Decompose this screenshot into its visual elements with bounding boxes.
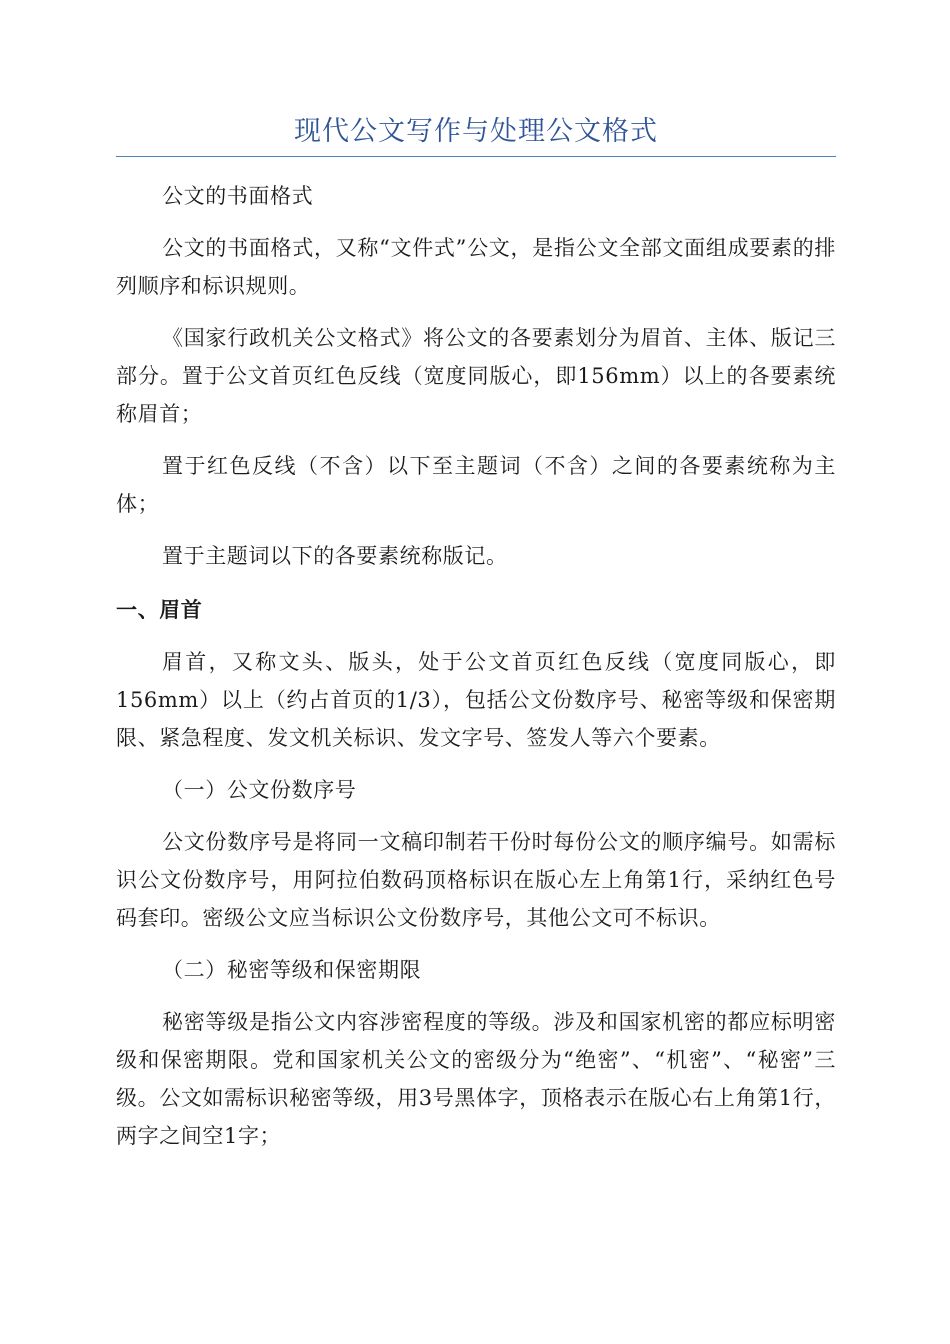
paragraph-format-definition: 公文的书面格式，又称“文件式”公文，是指公文全部文面组成要素的排列顺序和标识规则。 <box>116 236 836 298</box>
subheading-copy-number: （一）公文份数序号 <box>162 778 357 802</box>
paragraph-header-definition: 眉首，又称文头、版头，处于公文首页红色反线（宽度同版心，即156mm）以上（约占首页的1/3），包括公文份数序号、秘密等级和保密期限、紧急程度、发文机关标识、发文字号、签发人等六个要素。 <box>116 650 836 750</box>
section-heading-header: 一、眉首 <box>116 598 203 622</box>
paragraph-body-definition: 置于红色反线（不含）以下至主题词（不含）之间的各要素统称为主体； <box>116 454 836 516</box>
paragraph-copy-number: 公文份数序号是将同一文稿印制若干份时每份公文的顺序编号。如需标识公文份数序号，用阿拉伯数码顶格标识在版心左上角第1行，采纳红色号码套印。密级公文应当标识公文份数序号，其他公文可不标识。 <box>116 830 836 930</box>
document-title: 现代公文写作与处理公文格式 <box>116 110 836 157</box>
document-page <box>116 110 836 1155</box>
paragraph-secrecy-level: 秘密等级是指公文内容涉密程度的等级。涉及和国家机密的都应标明密级和保密期限。党和国家机关公文的密级分为“绝密”、“机密”、“秘密”三级。公文如需标识秘密等级，用3号黑体字，顶格表示在版心右上角第1行，两字之间空1字； <box>116 1010 836 1148</box>
paragraph-colophon-definition: 置于主题词以下的各要素统称版记。 <box>162 544 508 568</box>
subheading-secrecy-level: （二）秘密等级和保密期限 <box>162 958 422 982</box>
paragraph-format-parts: 《国家行政机关公文格式》将公文的各要素划分为眉首、主体、版记三部分。置于公文首页红色反线（宽度同版心，即156mm）以上的各要素统称眉首； <box>116 326 836 426</box>
paragraph-format-heading: 公文的书面格式 <box>162 184 314 208</box>
